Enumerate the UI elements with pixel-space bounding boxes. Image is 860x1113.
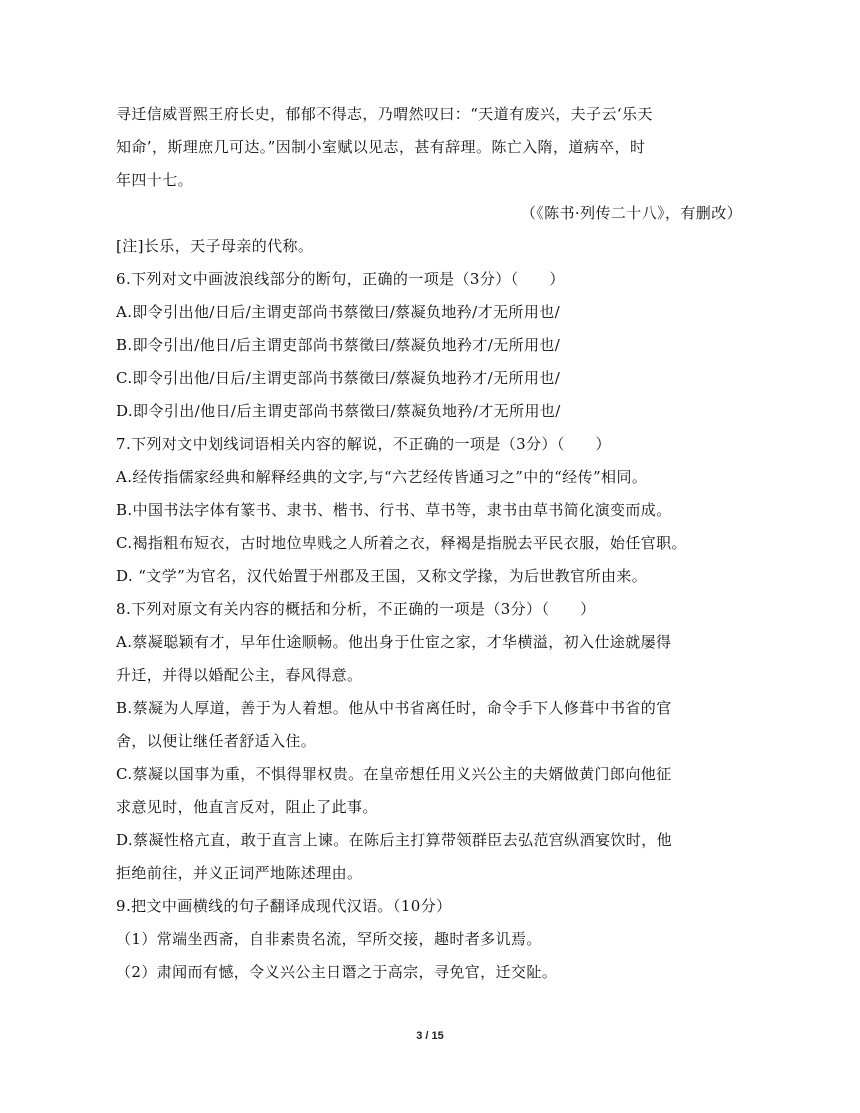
question-7-option-a: A.经传指儒家经典和解释经典的文字,与“六艺经传皆通习之”中的“经传”相同。	[116, 468, 648, 486]
question-8-option-d-line-1: D.蔡凝性格亢直，敢于直言上谏。在陈后主打算带领群臣去弘范宫纵酒宴饮时，他	[116, 831, 673, 849]
question-8-option-a-line-1: A.蔡凝聪颖有才，早年仕途顺畅。他出身于仕宦之家，才华横溢，初入仕途就屡得	[116, 633, 672, 651]
question-9-item-1: （1）常端坐西斋，自非素贵名流，罕所交接，趣时者多讥焉。	[116, 930, 542, 948]
question-6-option-d: D.即令引出/他日/后主谓吏部尚书蔡徵曰/蔡凝负地矜/才无所用也/	[116, 402, 561, 420]
question-7-stem: 7.下列对文中划线词语相关内容的解说，不正确的一项是（3分）（ ）	[116, 435, 611, 453]
question-8-option-a-line-2: 升迁，并得以婚配公主，春风得意。	[116, 666, 363, 684]
question-8-option-b-line-2: 舍，以便让继任者舒适入住。	[116, 732, 317, 750]
question-9-stem: 9.把文中画横线的句子翻译成现代汉语。（10分）	[116, 897, 452, 915]
passage-source: （《陈书·列传二十八》，有删改）	[520, 204, 742, 222]
question-6-option-c: C.即令引出他/日后/主谓吏部尚书蔡徵曰/蔡凝负地矜才/无所用也/	[116, 369, 561, 387]
question-6-stem: 6.下列对文中画波浪线部分的断句，正确的一项是（3分）（ ）	[116, 270, 565, 288]
page-content	[116, 98, 746, 989]
question-8-option-b-line-1: B.蔡凝为人厚道，善于为人着想。他从中书省离任时，命令手下人修葺中书省的官	[116, 699, 672, 717]
passage-line: 年四十七。	[116, 171, 194, 189]
question-8-option-d-line-2: 拒绝前往，并义正词严地陈述理由。	[116, 864, 363, 882]
question-8-option-c-line-1: C.蔡凝以国事为重，不惧得罪权贵。在皇帝想任用义兴公主的夫婿做黄门郎向他征	[116, 765, 672, 783]
passage-note: [注]长乐，天子母亲的代称。	[116, 237, 314, 255]
question-8-stem: 8.下列对原文有关内容的概括和分析，不正确的一项是（3分）（ ）	[116, 600, 596, 618]
question-7-option-c: C.褐指粗布短衣，古时地位卑贱之人所着之衣，释褐是指脱去平民衣服，始任官职。	[116, 534, 687, 552]
question-9-item-2: （2）肃闻而有憾，令义兴公主日谮之于高宗，寻免官，迁交阯。	[116, 963, 558, 981]
question-7-option-b: B.中国书法字体有篆书、隶书、楷书、行书、草书等，隶书由草书简化演变而成。	[116, 501, 672, 519]
passage-line: 知命’，斯理庶几可达。”因制小室赋以见志，甚有辞理。陈亡入隋，道病卒，时	[116, 138, 646, 156]
passage-line: 寻迁信威晋熙王府长史，郁郁不得志，乃喟然叹曰：“天道有废兴，夫子云‘乐天	[116, 105, 653, 123]
question-8-option-c-line-2: 求意见时，他直言反对，阻止了此事。	[116, 798, 378, 816]
question-6-option-a: A.即令引出他/日后/主谓吏部尚书蔡徵曰/蔡凝负地矜/才无所用也/	[116, 303, 561, 321]
question-6-option-b: B.即令引出/他日/后主谓吏部尚书蔡徵曰/蔡凝负地矜才/无所用也/	[116, 336, 561, 354]
page-number: 3 / 15	[416, 1030, 444, 1042]
question-7-option-d: D. “文学”为官名，汉代始置于州郡及王国，又称文学掾，为后世教官所由来。	[116, 567, 648, 585]
